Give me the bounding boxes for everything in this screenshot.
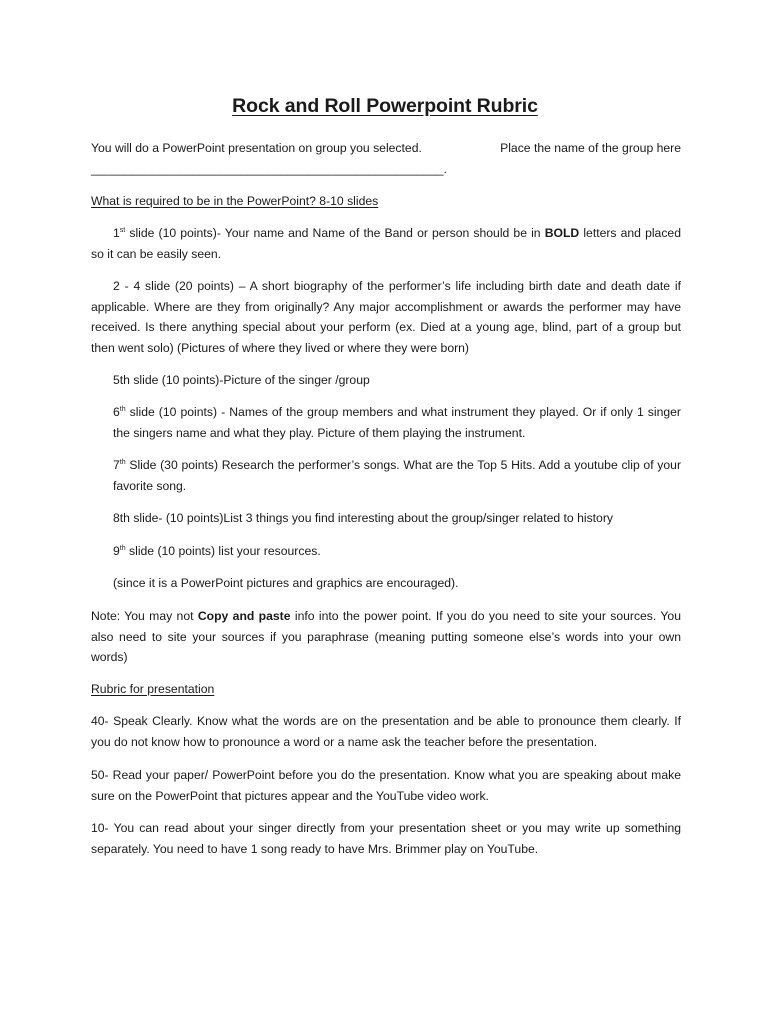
- pictures-note: (since it is a PowerPoint pictures and graphics are encouraged).: [113, 576, 459, 590]
- rubric-heading: Rubric for presentation: [91, 682, 215, 696]
- slide-6-text: slide (10 points) - Names of the group members and what instrument they played. Or if only 1 singer the singers name and what they play. Picture of them playing the instrument.: [113, 405, 681, 440]
- group-name-blank-line: ____________________________________________________.: [91, 161, 447, 176]
- rubric-item-10: 10- You can read about your singer directly from your presentation sheet or you may write up something separately. You need to have 1 song ready to have Mrs. Brimmer play on YouTube.: [91, 821, 681, 856]
- intro-left-text: You will do a PowerPoint presentation on group you selected.: [91, 141, 422, 155]
- slide-6-number: 6: [113, 405, 120, 419]
- slide-5-item: 5th slide (10 points)-Picture of the singer /group: [113, 373, 370, 387]
- slide-9-ordinal: th: [119, 545, 126, 552]
- slide-9-number: 9: [113, 544, 120, 558]
- slide-6-item: [113, 402, 681, 443]
- slide-2-4-text: 2 - 4 slide (20 points) – A short biography of the performer’s life including birth date and death date if applicable. Where are they from originally? Any major accomplishment or awards the performer may have received. Is there anything special about your perform (ex. Died at a young age, blind, part of a group but then went solo) (Pictures of where they lived or where they were born): [91, 279, 681, 355]
- slide-7-ordinal: th: [119, 459, 126, 466]
- slide-9-item: [113, 541, 681, 562]
- intro-paragraph: [91, 138, 681, 179]
- slide-7-item: [113, 455, 681, 496]
- rubric-item-40: 40- Speak Clearly. Know what the words are on the presentation and be able to pronounce them clearly. If you do not know how to pronounce a word or a name ask the teacher before the presentation.: [91, 714, 681, 749]
- intro-right-text: Place the name of the group here: [500, 141, 681, 155]
- document-title: Rock and Roll Powerpoint Rubric: [232, 95, 538, 117]
- slide-1-bold: BOLD: [544, 226, 580, 240]
- slide-9-text: slide (10 points) list your resources.: [125, 544, 321, 558]
- slide-6-ordinal: th: [119, 406, 126, 413]
- slide-1-text-a: slide (10 points)- Your name and Name of the Band or person should be in: [125, 226, 545, 240]
- slide-7-text: Slide (30 points) Research the performer’s songs. What are the Top 5 Hits. Add a youtube clip of your favorite song.: [113, 458, 681, 493]
- note-text-a: Note: You may not: [91, 609, 198, 623]
- required-heading: What is required to be in the PowerPoint? 8-10 slides: [91, 194, 379, 208]
- slide-1-text-b: letters and placed so it can be easily seen.: [91, 226, 681, 261]
- slide-1-item: [91, 223, 681, 264]
- note-paragraph: [91, 606, 681, 668]
- slide-7-number: 7: [113, 458, 120, 472]
- slide-8-item: 8th slide- (10 points)List 3 things you find interesting about the group/singer related to history: [113, 511, 613, 525]
- note-text-b: info into the power point. If you do you need to site your sources. You also need to site your sources if you paraphrase (meaning putting someone else’s words into your own words): [91, 609, 681, 664]
- slide-1-ordinal: st: [119, 227, 126, 234]
- note-bold: Copy and paste: [197, 609, 291, 623]
- rubric-item-50: 50- Read your paper/ PowerPoint before you do the presentation. Know what you are speaking about make sure on the PowerPoint that pictures appear and the YouTube video work.: [91, 768, 681, 803]
- slide-2-4-item: [91, 276, 681, 358]
- slide-1-number: 1: [113, 226, 120, 240]
